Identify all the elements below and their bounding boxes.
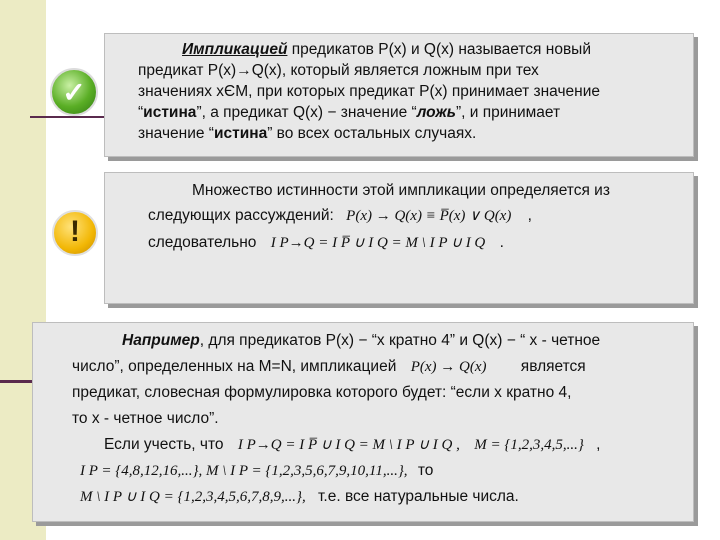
box3-line5 <box>104 434 600 457</box>
box1-line3: значениях хЄМ, при которых предикат Р(х) принимает значение <box>138 83 600 100</box>
box2-line2 <box>148 205 532 228</box>
box2-line2-text: следующих рассуждений: <box>148 207 334 224</box>
word-true-2: истина <box>213 125 268 142</box>
box3-line7 <box>80 486 519 509</box>
box2-line3-text: следовательно <box>148 234 257 251</box>
box2-line1: Множество истинности этой импликации определяется из <box>192 182 610 199</box>
box1-line4-mid: ”, а предикат Q(x) − значение “ <box>196 104 417 121</box>
formula-equivalence: P(x) → Q(x) ≡ P̅(x) ∨ Q(x) <box>346 208 512 224</box>
horizontal-rule-top <box>30 116 105 118</box>
exclamation-icon: ! <box>52 210 98 256</box>
box3-line4: то х - четное число”. <box>72 410 219 427</box>
box2-line2-end: , <box>527 207 532 224</box>
box1-line2: предикат Р(х)→Q(x), который является ложным при тех <box>138 62 539 79</box>
box3-line1-text: , для предикатов Р(х) − “х кратно 4” и Q(x) − “ х - четное <box>199 332 601 349</box>
formula-truth-set: I P→Q = I P̅ ∪ I Q = M \ I P ∪ I Q <box>270 235 486 251</box>
word-true: истина <box>143 104 197 121</box>
box1-line5-end: ” во всех остальных случаях. <box>267 125 477 142</box>
box1-line1-text: предикатов Р(х) и Q(x) называется новый <box>287 41 591 58</box>
box3-line2 <box>72 356 586 379</box>
box3-line1 <box>122 330 600 352</box>
box3-line7-end: т.е. все натуральные числа. <box>318 488 519 505</box>
formula-set-m: M = {1,2,3,4,5,...} <box>474 437 584 453</box>
box3-line2-end: является <box>520 358 586 375</box>
box1-line5 <box>138 123 476 145</box>
box3-line5-text: Если учесть, что <box>104 436 224 453</box>
box1-line4-end: ”, и принимает <box>456 104 561 121</box>
horizontal-rule-bottom <box>0 380 32 383</box>
word-false: ложь <box>416 104 457 121</box>
box3-line3: предикат, словесная формулировка которого будет: “если х кратно 4, <box>72 384 572 401</box>
box2-line3 <box>148 232 504 255</box>
formula-union: M \ I P ∪ I Q = {1,2,3,4,5,6,7,8,9,...}, <box>80 489 306 505</box>
box1-quote: “ <box>138 104 144 121</box>
box3-line6 <box>80 460 433 483</box>
formula-truth-set-2: I P→Q = I P̅ ∪ I Q = M \ I P ∪ I Q , <box>237 437 460 453</box>
box3-line6-end: то <box>417 462 434 479</box>
box1-line4 <box>138 102 560 124</box>
box1-line1 <box>182 39 591 61</box>
box2-line3-end: . <box>499 234 504 251</box>
formula-implication: P(x) → Q(x) <box>410 359 487 375</box>
term-implication: Импликацией <box>182 41 288 58</box>
box1-line5-start: значение “ <box>138 125 214 142</box>
formula-sets-ip: I P = {4,8,12,16,...}, M \ I P = {1,2,3,5,6,7,9,10,11,...}, <box>80 463 408 479</box>
box3-line5-end: , <box>596 436 601 453</box>
box3-line2-text: число”, определенных на M=N, импликацией <box>72 358 397 375</box>
check-icon: ✓ <box>50 68 98 116</box>
term-example: Например <box>122 332 200 349</box>
